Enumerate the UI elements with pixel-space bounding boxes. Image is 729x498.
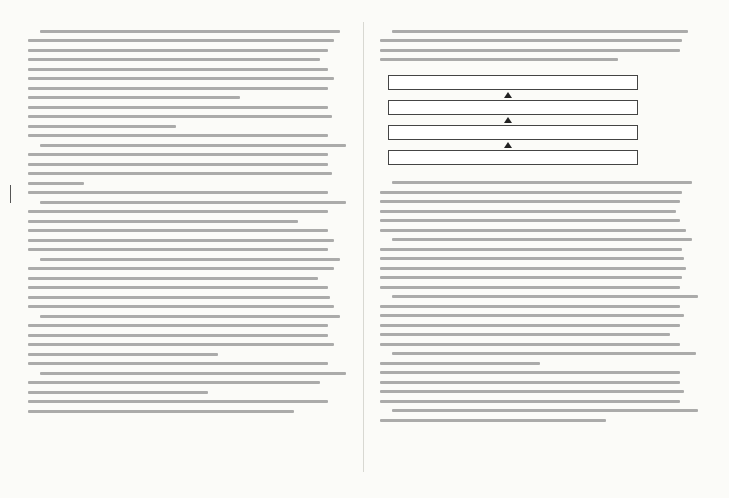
text-line [380, 416, 702, 425]
text-line [380, 197, 702, 206]
text-line [380, 302, 702, 311]
text-line [28, 245, 350, 254]
text-line [28, 264, 350, 273]
text-line [380, 330, 702, 339]
text-line [28, 179, 350, 188]
right-top-text [380, 27, 702, 65]
text-line [28, 340, 350, 349]
source-note [380, 65, 702, 75]
text-line [380, 406, 702, 415]
text-line [380, 27, 702, 36]
text-line [28, 46, 350, 55]
text-line [28, 378, 350, 387]
text-line [380, 283, 702, 292]
text-line [28, 207, 350, 216]
text-line [380, 349, 702, 358]
text-line [28, 122, 350, 131]
flow-arrow-2 [504, 117, 512, 123]
text-line [380, 321, 702, 330]
classical-text [380, 178, 702, 425]
text-line [28, 141, 350, 150]
text-line [380, 340, 702, 349]
text-line [28, 131, 350, 140]
text-line [28, 36, 350, 45]
text-line [28, 198, 350, 207]
text-line [28, 255, 350, 264]
text-line [28, 169, 350, 178]
text-line [28, 321, 350, 330]
text-line [380, 245, 702, 254]
text-line [380, 188, 702, 197]
text-line [28, 93, 350, 102]
text-line [28, 103, 350, 112]
text-line [380, 36, 702, 45]
question-box-10 [388, 75, 638, 90]
text-line [28, 369, 350, 378]
text-line [28, 283, 350, 292]
page-fold-divider [363, 22, 364, 472]
text-line [28, 302, 350, 311]
margin-mark [10, 185, 11, 203]
text-line [380, 226, 702, 235]
text-line [380, 216, 702, 225]
text-line [28, 350, 350, 359]
text-line [380, 55, 702, 64]
text-line [28, 27, 350, 36]
text-line [28, 55, 350, 64]
text-line [28, 84, 350, 93]
text-line [380, 311, 702, 320]
text-line [380, 359, 702, 368]
text-line [28, 188, 350, 197]
question-box-11 [388, 100, 638, 115]
text-line [380, 178, 702, 187]
text-line [28, 112, 350, 121]
text-line [28, 331, 350, 340]
question-box-12 [388, 125, 638, 140]
flow-arrow-3 [504, 142, 512, 148]
text-line [380, 264, 702, 273]
section-heading [380, 167, 702, 178]
text-line [28, 293, 350, 302]
text-line [28, 65, 350, 74]
flow-arrow-1 [504, 92, 512, 98]
text-line [28, 312, 350, 321]
text-line [28, 150, 350, 159]
page-footer-left [160, 482, 162, 488]
text-line [380, 273, 702, 282]
text-line [380, 378, 702, 387]
text-line [380, 292, 702, 301]
text-line [28, 359, 350, 368]
page-footer-right [512, 482, 514, 488]
text-line [380, 368, 702, 377]
text-line [28, 397, 350, 406]
text-line [380, 254, 702, 263]
text-line [28, 407, 350, 416]
text-line [28, 160, 350, 169]
text-line [28, 388, 350, 397]
text-line [28, 74, 350, 83]
right-column [380, 26, 702, 446]
left-column [28, 26, 350, 446]
text-line [28, 274, 350, 283]
text-line [380, 46, 702, 55]
text-line [28, 217, 350, 226]
text-line [380, 387, 702, 396]
text-line [380, 207, 702, 216]
question-box-13 [388, 150, 638, 165]
text-line [28, 226, 350, 235]
text-line [28, 236, 350, 245]
text-line [380, 235, 702, 244]
text-line [380, 397, 702, 406]
